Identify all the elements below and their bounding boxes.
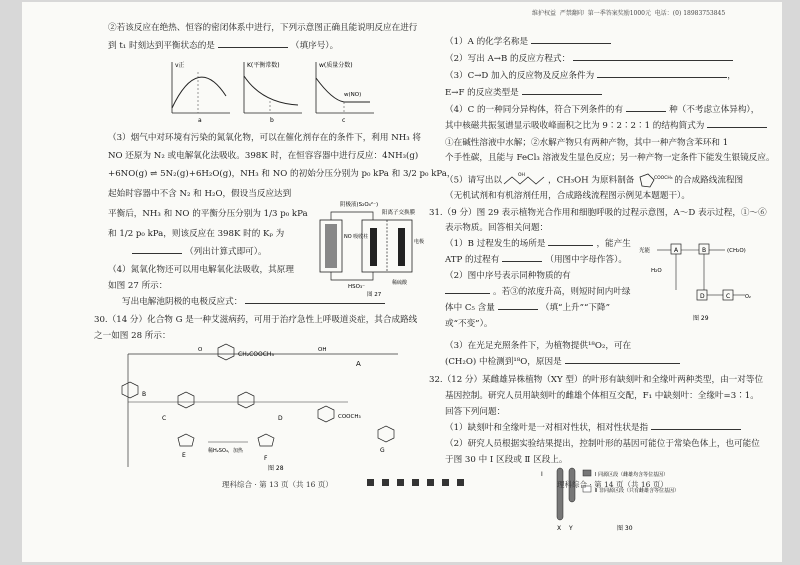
right-header: 维护权益 严禁翻印 第一季答案奖励1000元 电话：(0) 18983753845 [532,10,726,17]
fig27-cathode-label: 阴极液(S₂O₄²⁻) [340,202,379,208]
fig28-caption: 图 28 [268,465,284,472]
q2-line1: ②若该反应在绝热、恒容的密闭体系中进行，下列示意图正确且能说明反应在进行 [108,23,418,33]
q31-q3: （3）在光足充照条件下，为植物提供¹⁸O₂，可在 [445,341,632,351]
q30-line1: 30.（14 分）化合物 G 是一种艾滋病药，可用于治疗急性上呼吸道炎症，其合成路线 [94,315,418,325]
figure-29-photosynthesis [637,232,767,328]
right-footer: 理科综合 · 第 14 页（共 16 页） [557,480,668,489]
q3-line6: 和 1/2 p₀ kPa，则该反应在 398K 时的 Kₚ 为 [108,229,285,239]
fig28-ester-label: COOCH₃ [338,414,361,420]
q32-line1: 32.（12 分）某雌雄异株植物（XY 型）的叶形有缺刻叶和全缘叶两种类型，由一对等位 [429,375,764,385]
fig27-membrane-label: 阳离子交换膜 [382,210,416,216]
fig27-absorber-label: NO 吸收柱 [344,234,369,240]
fig28-label-B: B [142,391,147,398]
fig30-region-I: Ⅰ [541,471,543,478]
q30-line2: 之一如图 28 所示： [94,331,171,341]
q4-line2: 其中核磁共振氢谱显示吸收峰面积之比为 9∶2∶2∶1 的结构简式为 [445,120,767,132]
graph-b-label: b [270,117,274,123]
fig29-ch2o: (CH₂O) [727,248,746,254]
q31-q2b: 。若③的浓度升高，则短时间内叶绿 [445,286,631,298]
figure-30-chromosomes [537,464,727,534]
fig28-label-D: D [278,415,283,422]
q3-line2: NO 还原为 N₂ 或电解氧化法吸收。398K 时，在恒容容器中进行反应：4NH₃(g) [108,151,419,161]
fig29-caption: 图 29 [693,315,709,322]
page-divider-marks [367,479,464,486]
fig29-h2o: H₂O [651,268,662,274]
fig29-B: B [702,247,707,254]
graph-c-curve-label: w(NO) [344,92,362,98]
q31-line2: 表示物质。回答相关问题： [445,223,549,233]
fig28-label-F: F [264,455,268,462]
divider-mark [382,479,389,486]
fig30-Y: Y [569,525,573,532]
graph-a [172,62,230,123]
q32-q2: （2）研究人员根据实验结果提出，控制叶形的基因可能位于常染色体上，也可能位 [445,439,760,449]
q4-line1: （4）C 的一种同分异构体，符合下列条件的有 种（不考虑立体异构）， [445,105,760,115]
fig27-acid-label: 稀硫酸 [392,280,408,286]
q3-line4: 起始时容器中不含 N₂ 和 H₂O，假设当反应达到 [108,189,292,199]
fig28-label-A: A [356,360,361,368]
q5-line1: （5）请写出以 OH ，CH₃OH 为原料制备 COOCH₃ 的合成路线流程图 [445,172,743,188]
diol-structure [502,172,548,188]
q4-cond2: 个手性碳，且能与 FeCl₃ 溶液发生显色反应；另一种产物一定条件下能发生银镜反应。 [445,153,775,163]
graph-c [316,61,374,123]
divider-mark [367,479,374,486]
q31-q1: （1）B 过程发生的场所是 ，能产生 [445,239,631,249]
cyclopentanone-ester-structure [634,172,674,188]
q31-q2: （2）图中序号表示同种物质的有 [445,271,571,281]
fig30-caption: 图 30 [617,525,633,532]
exam-page-spread [22,2,782,562]
svg-text:OH: OH [318,347,327,353]
fig30-X: X [557,525,562,532]
q3-line7: （列出计算式即可）。 [132,246,267,258]
q3-line5: 平衡后，NH₃ 和 NO 的平衡分压分别为 1/3 p₀ kPa [108,209,308,219]
q4-line1: （4）氮氧化物还可以用电解氧化法吸收，其原理 [108,265,294,275]
fig30-legend-2: Ⅱ 非同源区段（只有雌雄含等位基因） [595,488,680,494]
q2: （2）写出 A→B 的反应方程式： [445,53,733,65]
fig28-reagent-top: CH₂COOCH₃ [238,351,274,358]
fig27-electrode-label: 电极 [414,239,425,245]
q3: （3）C→D 加入的反应物及反应条件为 ， [445,71,736,81]
fig29-o2: O₂ [745,294,751,300]
q31-q3b: (CH₂O) 中检测到¹⁸O，原因是 [445,356,680,368]
q32-line3: 回答下列问题： [445,407,506,417]
q31-q2d: 或“不变”）。 [445,319,493,329]
fig27-caption: 图 27 [367,292,382,298]
q31-line1: 31.（9 分）图 29 表示植物光合作用和细胞呼吸的过程示意图，A～D 表示过程，①～⑥ [429,208,767,218]
graph-a-label: a [198,117,202,123]
fig29-A: A [674,247,679,254]
left-footer: 理科综合 · 第 13 页（共 16 页） [222,480,333,489]
q2-line2: 到 t₁ 时刻达到平衡状态的是 （填序号）。 [108,41,339,51]
divider-mark [397,479,404,486]
graphs-abc [160,58,375,123]
divider-mark [457,479,464,486]
figure-28-synthesis-route [118,342,413,472]
q32-q2b: 于图 30 中 Ⅰ 区段或 Ⅱ 区段上。 [445,455,568,465]
q4-cond1: ①在碱性溶液中水解；②水解产物只有两种产物，其中一种产物含苯环和 1 [445,138,729,148]
svg-text:COOCH₃: COOCH₃ [654,176,673,181]
q4-line2: 如图 27 所示： [108,281,168,291]
q31-q1b: ATP 的过程有 （用图中字母作答）。 [445,255,627,265]
q32-line2: 基因控制。研究人员用缺刻叶的雌雄个体相互交配，F₁ 中缺刻叶：全缘叶=3∶1。 [445,391,759,401]
fig28-label-E: E [182,452,186,459]
fig29-C: C [726,293,731,300]
q3-line1: （3）烟气中对环境有污染的氮氧化物，可以在催化剂存在的条件下，利用 NH₃ 将 [108,133,421,143]
divider-mark [442,479,449,486]
fig28-label-C: C [162,415,167,422]
fig28-reagent: 稀H₂SO₄，加热 [208,448,243,454]
graph-c-ylabel: w(质量分数) [319,62,353,69]
q32-q1: （1）缺刻叶和全缘叶是一对相对性状，相对性状是指 [445,422,741,434]
fig28-label-G: G [380,447,385,454]
graph-c-label: c [342,117,346,123]
graph-b-ylabel: K(平衡常数) [247,62,280,69]
q1: （1）A 的化学名称是 [445,36,611,48]
fig27-hso3-label: HSO₃⁻ [348,284,366,290]
q4-line3: 写出电解池阴极的电极反应式： [122,296,385,308]
fig30-legend-1: Ⅰ 同源区段（雌雄均含等位基因） [595,472,669,478]
figure-27-electrolysis [312,198,427,298]
fig29-light-label: 光能 [639,248,651,254]
q3-line3: +6NO(g) ⇌ 5N₂(g)+6H₂O(g)，NH₃ 和 NO 的初始分压分别为 p₀ kPa 和 3/2 p₀ kPa， [108,169,456,179]
divider-mark [412,479,419,486]
q3-ef: E→F 的反应类型是 [445,87,602,99]
fig29-D: D [700,293,705,300]
q31-q2c: 体中 C₅ 含量 （填“上升”“下降” [445,303,610,313]
graph-a-ylabel: v正 [175,62,185,69]
svg-text:O: O [198,347,203,353]
q5-line2: （无机试剂和有机溶剂任用，合成路线流程图示例见本题题干）。 [445,191,690,201]
graph-b [244,61,302,123]
svg-text:OH: OH [518,173,525,178]
divider-mark [427,479,434,486]
